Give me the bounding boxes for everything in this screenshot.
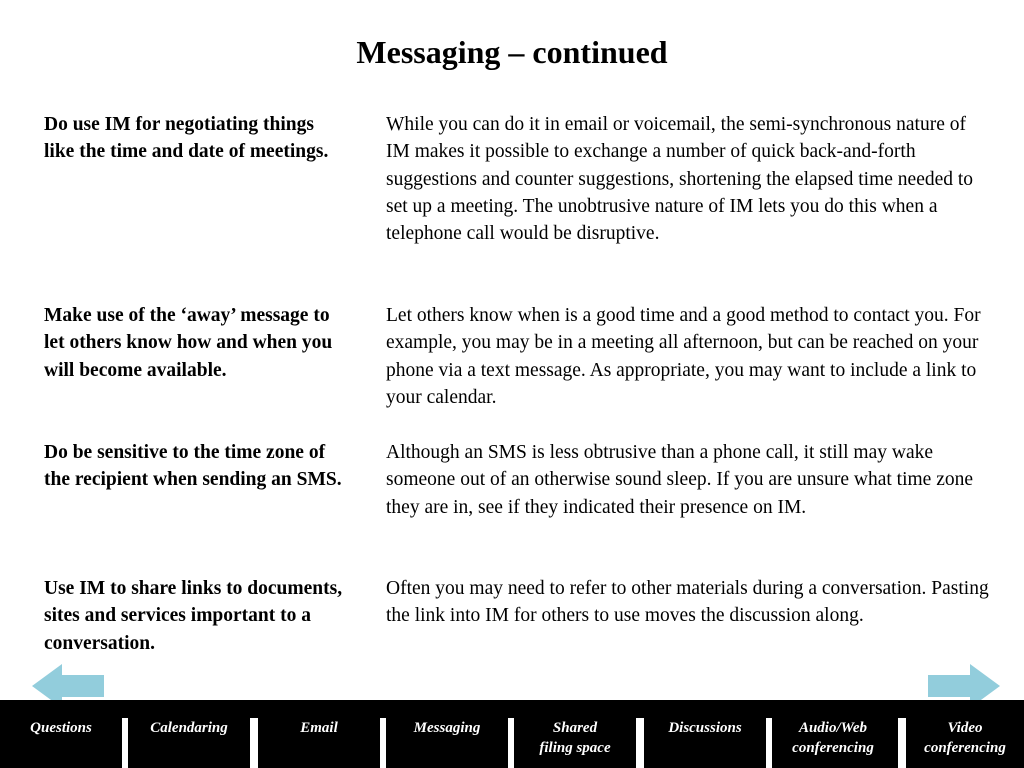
tab-separator	[636, 718, 644, 768]
bottom-navigation-bar	[0, 700, 1024, 768]
tab-label: conferencing	[792, 740, 874, 756]
guideline-detail: Although an SMS is less obtrusive than a phone call, it still may wake someone out of an otherwise sound sleep. If you are unsure what time zone they are in, see if they indicated their presence on IM.	[386, 442, 973, 518]
tab-separator	[380, 718, 386, 768]
guideline-heading: Do use IM for negotiating things like the time and date of meetings.	[44, 114, 329, 163]
tab-label: Questions	[30, 720, 92, 736]
tab-questions[interactable]	[0, 718, 122, 768]
tab-label: filing space	[539, 740, 611, 756]
tab-label: Calendaring	[150, 720, 228, 736]
tab-label: Audio/Web	[798, 720, 868, 736]
tab-label: Email	[300, 720, 338, 736]
tab-label: Video	[947, 720, 983, 736]
guideline-heading: Use IM to share links to documents, sites and services important to a conversation.	[44, 578, 343, 654]
guideline-heading: Do be sensitive to the time zone of the recipient when sending an SMS.	[44, 442, 342, 491]
tab-video-conferencing[interactable]	[906, 718, 1024, 768]
tab-shared-filing-space[interactable]	[514, 718, 636, 768]
guideline-detail: Let others know when is a good time and a good method to contact you. For example, you may be in a meeting all afternoon, but can be reached on your phone via a text message. As appropriate, you may want to include a link to your calendar.	[386, 305, 981, 408]
tab-separator	[766, 718, 772, 768]
tab-discussions[interactable]	[644, 718, 766, 768]
page-title: Messaging – continued	[356, 34, 668, 70]
tab-separator	[122, 718, 128, 768]
tab-label: Messaging	[413, 720, 481, 736]
guideline-detail: While you can do it in email or voicemail, the semi-synchronous nature of IM makes it possible to exchange a number of quick back-and-forth suggestions and counter suggestions, shortening the elapsed time needed to set up a meeting. The unobtrusive nature of IM lets you do this when a telephone call would be disruptive.	[386, 114, 974, 245]
tab-separator	[250, 718, 258, 768]
tab-messaging[interactable]	[386, 718, 508, 768]
guideline-heading: Make use of the ‘away’ message to let others know how and when you will become available.	[44, 305, 333, 381]
tab-email[interactable]	[258, 718, 380, 768]
tab-label: Discussions	[668, 720, 742, 736]
tab-calendaring[interactable]	[128, 718, 250, 768]
tab-label: Shared	[552, 720, 598, 736]
tab-separator	[508, 718, 514, 768]
tab-label: conferencing	[924, 740, 1006, 756]
guideline-detail: Often you may need to refer to other materials during a conversation. Pasting the link into IM for others to use moves the discussion along.	[386, 578, 989, 627]
tab-audio-web-conferencing[interactable]	[772, 718, 894, 768]
tab-separator	[898, 718, 906, 768]
